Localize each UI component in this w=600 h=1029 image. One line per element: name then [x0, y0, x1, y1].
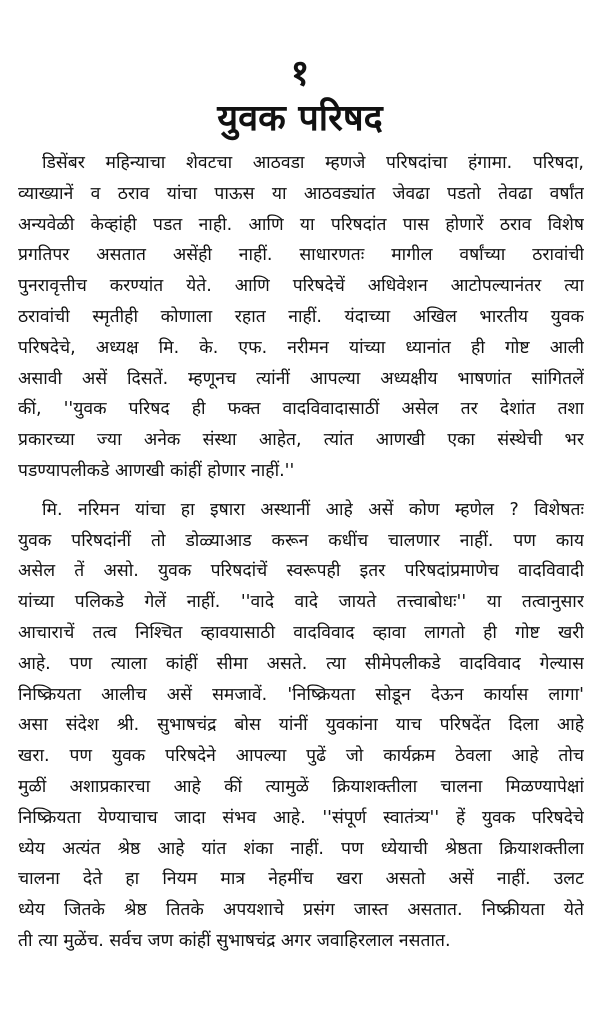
text-line: निष्क्रियता येण्याचाच जादा संभव आहे. ''संपूर्ण स्वातंत्र्य'' हें युवक परिषदेचे: [18, 807, 584, 828]
text-line: डिसेंबर महिन्याचा शेवटचा आठवडा म्हणजे परिषदांचा हंगामा. परिषदा,: [42, 153, 584, 173]
text-line: पुनरावृत्तीच करण्यांत येते. आणि परिषदेचें अधिवेशन आटोपल्यानंतर त्या: [18, 276, 584, 297]
chapter-title: युवक परिषद: [217, 98, 383, 139]
text-line: पडण्यापलीकडे आणखी कांहीं होणार नाहीं.'': [18, 460, 295, 481]
text-line: कीं, ''युवक परिषद ही फक्त वादविवादासाठीं असेल तर देशांत तशा: [18, 399, 584, 420]
paragraph: [18, 495, 584, 957]
text-line: असेल तें असो. युवक परिषदांचें स्वरूपही इतर परिषदांप्रमाणेच वादविवादी: [18, 561, 584, 582]
text-line: आहे. पण त्याला कांहीं सीमा असते. त्या सीमेपलीकडे वादविवाद गेल्यास: [18, 653, 584, 674]
text-line: ती त्या मुळेंच. सर्वच जण कांहीं सुभाषचंद्र अगर जवाहिरलाल नसतात.: [18, 930, 451, 951]
text-line: ध्येय अत्यंत श्रेष्ठ आहे यांत शंका नाहीं. पण ध्येयाची श्रेष्ठता क्रियाशक्तीला: [18, 838, 584, 859]
chapter-number: १: [290, 53, 310, 94]
text-line: अन्यवेळी केव्हांही पडत नाही. आणि या परिषदांत पास होणारें ठराव विशेष: [18, 214, 584, 235]
text-line: चालना देते हा नियम मात्र नेहमींच खरा असतो असें नाहीं. उलट: [18, 869, 584, 890]
text-line: यांच्या पलिकडे गेलें नाहीं. ''वादे वादे जायते तत्त्वाबोधः'' या तत्वानुसार: [18, 592, 584, 613]
text-line: आचाराचें तत्व निश्चित व्हावयासाठी वादविवाद व्हावा लागतो ही गोष्ट खरी: [18, 622, 584, 643]
body-text: [18, 148, 584, 957]
text-line: व्याख्यानें व ठराव यांचा पाऊस या आठवड्यांत जेवढा पडतो तेवढा वर्षांत: [18, 183, 584, 204]
text-line: परिषदेचे, अध्यक्ष मि. के. एफ. नरीमन यांच्या ध्यानांत ही गोष्ट आली: [18, 337, 584, 358]
text-line: असावी असें दिसतें. म्हणूनच त्यांनीं आपल्या अध्यक्षीय भाषणांत सांगितलें: [18, 368, 584, 389]
text-line: युवक परिषदांनीं तो डोळ्याआड करून कधींच चालणार नाहीं. पण काय: [18, 530, 584, 551]
text-line: मुळीं अशाप्रकारचा आहे कीं त्यामुळें क्रियाशक्तीला चालना मिळण्यापेक्षां: [18, 776, 584, 797]
text-line: ठरावांची स्मृतीही कोणाला रहात नाहीं. यंदाच्या अखिल भारतीय युवक: [18, 306, 584, 327]
text-line: निष्क्रियता आलीच असें समजावें. 'निष्क्रियता सोडून देऊन कार्यास लागा': [18, 684, 584, 705]
text-line: प्रगतिपर असतात असेंही नाहीं. साधारणतः मागील वर्षांच्या ठरावांची: [18, 245, 584, 266]
text-line: प्रकारच्या ज्या अनेक संस्था आहेत, त्यांत आणखी एका संस्थेची भर: [18, 430, 584, 451]
text-line: ध्येय जितके श्रेष्ठ तितके अपयशाचे प्रसंग जास्त असतात. निष्क्रीयता येते: [18, 900, 584, 921]
paragraph: [18, 148, 584, 487]
text-line: खरा. पण युवक परिषदेने आपल्या पुढें जो कार्यक्रम ठेवला आहे तोच: [18, 746, 584, 767]
text-line: मि. नरिमन यांचा हा इषारा अस्थानीं आहे असें कोण म्हणेल ? विशेषतः: [42, 499, 584, 520]
text-line: असा संदेश श्री. सुभाषचंद्र बोस यांनीं युवकांना याच परिषदेंत दिला आहे: [18, 715, 584, 736]
